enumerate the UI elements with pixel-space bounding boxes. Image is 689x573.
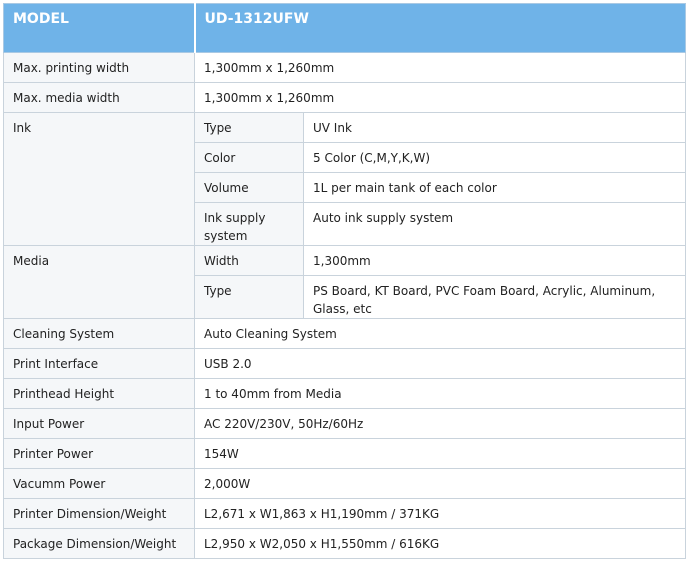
- row-value: Auto Cleaning System: [195, 319, 686, 349]
- row-value: L2,671 x W1,863 x H1,190mm / 371KG: [195, 499, 686, 529]
- row-label: Printhead Height: [4, 379, 195, 409]
- row-value: 1,300mm x 1,260mm: [195, 53, 686, 83]
- sub-label: Width: [195, 246, 304, 276]
- row-value: AC 220V/230V, 50Hz/60Hz: [195, 409, 686, 439]
- table-row: [4, 499, 686, 529]
- table-row: [4, 469, 686, 499]
- table-row: [4, 113, 686, 143]
- sub-label: Volume: [195, 173, 304, 203]
- table-row: [4, 53, 686, 83]
- row-label: Cleaning System: [4, 319, 195, 349]
- table-row: [4, 529, 686, 559]
- model-label: MODEL: [4, 4, 195, 53]
- row-value: 154W: [195, 439, 686, 469]
- sub-value: Auto ink supply system: [304, 203, 686, 246]
- row-label: Printer Power: [4, 439, 195, 469]
- row-value: 2,000W: [195, 469, 686, 499]
- model-value: UD-1312UFW: [195, 4, 686, 53]
- row-label: Printer Dimension/Weight: [4, 499, 195, 529]
- header-row: [4, 4, 686, 53]
- table-row: [4, 246, 686, 276]
- row-label: Package Dimension/Weight: [4, 529, 195, 559]
- table-row: [4, 379, 686, 409]
- sub-label: Ink supply system: [195, 203, 304, 246]
- sub-label: Type: [195, 276, 304, 319]
- group-label-media: Media: [4, 246, 195, 319]
- row-value: USB 2.0: [195, 349, 686, 379]
- sub-value: 1,300mm: [304, 246, 686, 276]
- sub-label: Type: [195, 113, 304, 143]
- row-label: Vacumm Power: [4, 469, 195, 499]
- row-value: L2,950 x W2,050 x H1,550mm / 616KG: [195, 529, 686, 559]
- sub-value: UV Ink: [304, 113, 686, 143]
- sub-value: 5 Color (C,M,Y,K,W): [304, 143, 686, 173]
- row-value: 1,300mm x 1,260mm: [195, 83, 686, 113]
- sub-value: PS Board, KT Board, PVC Foam Board, Acrylic, Aluminum, Glass, etc: [304, 276, 686, 319]
- table-row: [4, 409, 686, 439]
- row-label: Max. media width: [4, 83, 195, 113]
- table-row: [4, 319, 686, 349]
- row-value: 1 to 40mm from Media: [195, 379, 686, 409]
- sub-value: 1L per main tank of each color: [304, 173, 686, 203]
- sub-label: Color: [195, 143, 304, 173]
- spec-table: [3, 3, 686, 559]
- table-row: [4, 83, 686, 113]
- group-label-ink: Ink: [4, 113, 195, 246]
- row-label: Max. printing width: [4, 53, 195, 83]
- table-row: [4, 349, 686, 379]
- table-row: [4, 439, 686, 469]
- row-label: Input Power: [4, 409, 195, 439]
- row-label: Print Interface: [4, 349, 195, 379]
